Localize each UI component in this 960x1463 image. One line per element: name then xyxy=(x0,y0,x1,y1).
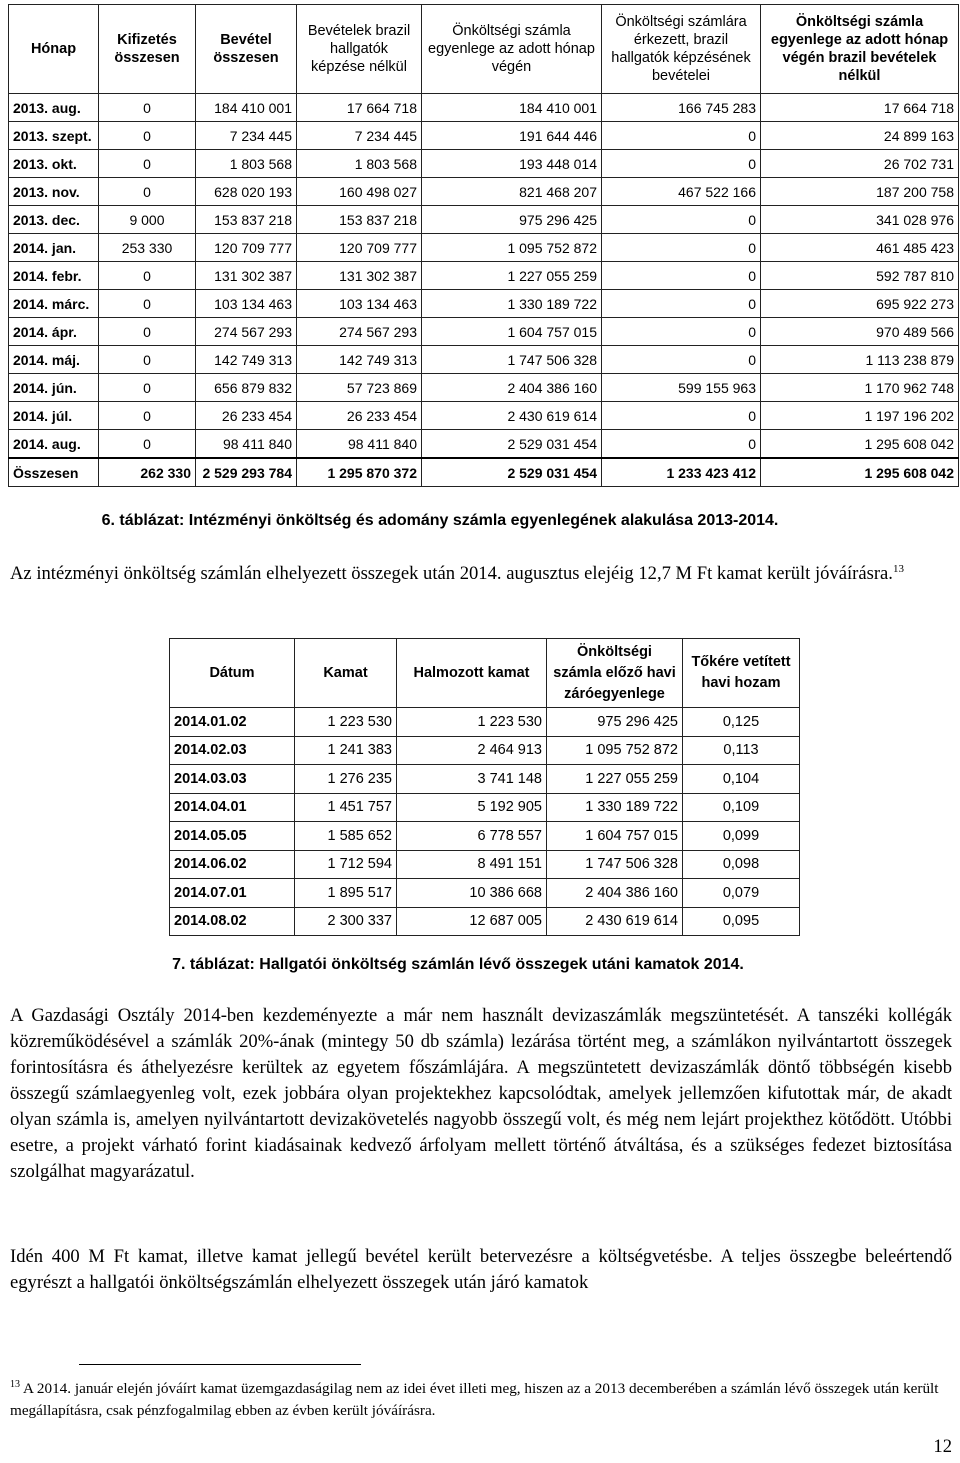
table-cell: 0 xyxy=(99,290,196,318)
table-cell: 98 411 840 xyxy=(297,430,422,459)
table-cell: 1 604 757 015 xyxy=(422,318,602,346)
table-cell: 0,104 xyxy=(683,765,800,794)
table-cell: 0 xyxy=(602,290,761,318)
footnote-number: 13 xyxy=(10,1378,20,1390)
table-cell: 17 664 718 xyxy=(297,94,422,122)
table-cell: 184 410 001 xyxy=(422,94,602,122)
table-cell: 12 687 005 xyxy=(397,907,547,936)
table-cell: 0 xyxy=(602,234,761,262)
table-cell: 6 778 557 xyxy=(397,822,547,851)
table-7-caption: 7. táblázat: Hallgatói önköltség számlán lévő összegek utáni kamatok 2014. xyxy=(172,956,744,973)
table-cell: 2014. márc. xyxy=(9,290,99,318)
table-6 xyxy=(8,4,959,487)
table-cell: 26 233 454 xyxy=(196,402,297,430)
table-cell: 1 113 238 879 xyxy=(761,346,959,374)
table-cell: 0 xyxy=(99,374,196,402)
table-cell: 253 330 xyxy=(99,234,196,262)
table-cell: 153 837 218 xyxy=(297,206,422,234)
table-cell: 1 451 757 xyxy=(295,793,397,822)
table-6-header-row xyxy=(9,5,959,94)
table-cell: 1 170 962 748 xyxy=(761,374,959,402)
table-cell: 0,109 xyxy=(683,793,800,822)
t7-header-date: Dátum xyxy=(170,639,295,708)
table-cell: 142 749 313 xyxy=(196,346,297,374)
table-row xyxy=(9,178,959,206)
table-cell: 1 241 383 xyxy=(295,736,397,765)
table-cell: 695 922 273 xyxy=(761,290,959,318)
table-cell: 1 803 568 xyxy=(196,150,297,178)
table-cell: 131 302 387 xyxy=(297,262,422,290)
table-cell: 2014. júl. xyxy=(9,402,99,430)
table-cell: 2014. máj. xyxy=(9,346,99,374)
table-cell: 8 491 151 xyxy=(397,850,547,879)
table-cell: 0 xyxy=(99,150,196,178)
table-7-header-row xyxy=(170,639,800,708)
t6-header-revenue-without-brazil: Bevételek brazil hallgatók képzése nélkül xyxy=(297,5,422,94)
table-cell: 193 448 014 xyxy=(422,150,602,178)
table-cell: 1 330 189 722 xyxy=(422,290,602,318)
table-cell: 1 233 423 412 xyxy=(602,458,761,487)
table-row xyxy=(9,122,959,150)
table-cell: 467 522 166 xyxy=(602,178,761,206)
table-cell: 461 485 423 xyxy=(761,234,959,262)
table-cell: 656 879 832 xyxy=(196,374,297,402)
table-cell: 103 134 463 xyxy=(196,290,297,318)
t7-header-monthly-yield: Tőkére vetített havi hozam xyxy=(683,639,800,708)
t7-header-interest: Kamat xyxy=(295,639,397,708)
table-cell: 1 295 608 042 xyxy=(761,458,959,487)
table-row xyxy=(9,234,959,262)
footnote-divider xyxy=(79,1364,361,1365)
t7-header-cumulative-interest: Halmozott kamat xyxy=(397,639,547,708)
table-cell: 0 xyxy=(602,430,761,459)
table-row xyxy=(170,822,800,851)
table-cell: 1 223 530 xyxy=(295,708,397,737)
table-cell: 975 296 425 xyxy=(422,206,602,234)
table-cell: 1 895 517 xyxy=(295,879,397,908)
table-cell: 120 709 777 xyxy=(196,234,297,262)
table-cell: 131 302 387 xyxy=(196,262,297,290)
table-cell: 2013. szept. xyxy=(9,122,99,150)
t7-header-previous-balance: Önköltségi számla előző havi záróegyenlege xyxy=(547,639,683,708)
table-cell: 1 223 530 xyxy=(397,708,547,737)
table-cell: 2014.06.02 xyxy=(170,850,295,879)
table-row xyxy=(9,318,959,346)
t6-header-month: Hónap xyxy=(9,5,99,94)
table-cell: 9 000 xyxy=(99,206,196,234)
table-cell: 1 604 757 015 xyxy=(547,822,683,851)
table-row xyxy=(170,907,800,936)
table-cell: 3 741 148 xyxy=(397,765,547,794)
table-cell: 103 134 463 xyxy=(297,290,422,318)
table-cell: 2 529 031 454 xyxy=(422,458,602,487)
table-cell: 0 xyxy=(99,262,196,290)
table-cell: 98 411 840 xyxy=(196,430,297,459)
table-cell: 0,098 xyxy=(683,850,800,879)
table-cell: 0 xyxy=(99,402,196,430)
table-cell: 0 xyxy=(99,122,196,150)
table-row xyxy=(170,708,800,737)
table-row xyxy=(9,262,959,290)
table-cell: 191 644 446 xyxy=(422,122,602,150)
table-row xyxy=(9,290,959,318)
table-cell: 1 585 652 xyxy=(295,822,397,851)
t6-header-balance-without-brazil: Önköltségi számla egyenlege az adott hónap végén brazil bevételek nélkül xyxy=(761,5,959,94)
table-row xyxy=(170,879,800,908)
table-cell: 2 529 031 454 xyxy=(422,430,602,459)
table-cell: 2 300 337 xyxy=(295,907,397,936)
table-cell: 26 233 454 xyxy=(297,402,422,430)
table-cell: 2013. dec. xyxy=(9,206,99,234)
table-cell: 2014. ápr. xyxy=(9,318,99,346)
table-row xyxy=(170,793,800,822)
table-cell: 970 489 566 xyxy=(761,318,959,346)
table-row xyxy=(9,430,959,459)
table-cell: 341 028 976 xyxy=(761,206,959,234)
footnote-ref-13[interactable]: 13 xyxy=(892,562,904,575)
table-cell: 1 803 568 xyxy=(297,150,422,178)
table-cell: 0 xyxy=(602,402,761,430)
table-cell: 274 567 293 xyxy=(196,318,297,346)
table-cell: 120 709 777 xyxy=(297,234,422,262)
table-row xyxy=(9,374,959,402)
table-cell: 1 295 608 042 xyxy=(761,430,959,459)
table-cell: 7 234 445 xyxy=(196,122,297,150)
table-cell: 7 234 445 xyxy=(297,122,422,150)
table-cell: 274 567 293 xyxy=(297,318,422,346)
table-cell: 0 xyxy=(602,122,761,150)
table-cell: 142 749 313 xyxy=(297,346,422,374)
t6-header-balance: Önköltségi számla egyenlege az adott hónap végén xyxy=(422,5,602,94)
table-cell: 2 464 913 xyxy=(397,736,547,765)
table-cell: 0 xyxy=(99,430,196,459)
table-cell: 1 095 752 872 xyxy=(422,234,602,262)
table-cell: 2 430 619 614 xyxy=(547,907,683,936)
table-cell: 0,099 xyxy=(683,822,800,851)
table-cell: 2014.05.05 xyxy=(170,822,295,851)
table-7 xyxy=(169,638,800,936)
table-cell: 0,125 xyxy=(683,708,800,737)
table-cell: 1 227 055 259 xyxy=(422,262,602,290)
table-cell: 26 702 731 xyxy=(761,150,959,178)
table-cell: 1 276 235 xyxy=(295,765,397,794)
table-cell: 2013. okt. xyxy=(9,150,99,178)
paragraph-interest-budget: Idén 400 M Ft kamat, illetve kamat jellegű bevétel került betervezésre a költségvetésbe. A teljes összegbe beleértendő egyrészt a hallgatói önköltségszámlán elhelyezett összegek után járó kamatok xyxy=(10,1246,952,1293)
paragraph-interest-credit-text: Az intézményi önköltség számlán elhelyezett összegek után 2014. augusztus elejéig 12,7 M Ft kamat került jóváírásra. xyxy=(10,563,893,584)
table-cell: 628 020 193 xyxy=(196,178,297,206)
table-cell: 2014.04.01 xyxy=(170,793,295,822)
table-cell: 592 787 810 xyxy=(761,262,959,290)
table-cell: 821 468 207 xyxy=(422,178,602,206)
table-row xyxy=(170,850,800,879)
table-cell: 2014.07.01 xyxy=(170,879,295,908)
table-cell: 1 197 196 202 xyxy=(761,402,959,430)
table-cell: 0 xyxy=(99,318,196,346)
table-cell: 2014. febr. xyxy=(9,262,99,290)
table-row xyxy=(170,765,800,794)
table-cell: 1 747 506 328 xyxy=(422,346,602,374)
table-row xyxy=(9,346,959,374)
table-cell: 2014. jan. xyxy=(9,234,99,262)
table-cell: 0 xyxy=(99,178,196,206)
table-cell: 2014. jún. xyxy=(9,374,99,402)
table-cell: 2014.08.02 xyxy=(170,907,295,936)
table-row xyxy=(9,94,959,122)
table-cell: 0 xyxy=(602,206,761,234)
table-cell: 0 xyxy=(602,150,761,178)
table-cell: 2 430 619 614 xyxy=(422,402,602,430)
table-cell: 2 404 386 160 xyxy=(547,879,683,908)
t6-header-brazil-revenue: Önköltségi számlára érkezett, brazil hallgatók képzésének bevételei xyxy=(602,5,761,94)
page-number: 12 xyxy=(933,1436,952,1457)
table-cell: 1 712 594 xyxy=(295,850,397,879)
table-cell: 1 227 055 259 xyxy=(547,765,683,794)
table-cell: 2014.01.02 xyxy=(170,708,295,737)
table-cell: 17 664 718 xyxy=(761,94,959,122)
table-cell: 2014. aug. xyxy=(9,430,99,459)
table-cell: 160 498 027 xyxy=(297,178,422,206)
table-cell: 0 xyxy=(99,346,196,374)
paragraph-foreign-accounts: A Gazdasági Osztály 2014-ben kezdeményezte a már nem használt devizaszámlák megszüntetését. A tanszéki kollégák közreműködésével a számlák 20%-ának (mintegy 50 db számla) lezárása történt meg, a számlákon nyilvántartott összegek forintosításra és áthelyezésre kerültek az egyetem főszámlájára. A megszüntetett devizaszámlák döntő többségén kisebb összegű számlaegyenleg volt, ezek jobbára olyan projektekhez kapcsolódtak, amelyek jellemzően kifutottak már, de akadt olyan számla is, amelyen nyilvántartott devizakövetelés nagyobb összegű volt, és még nem lejárt projekthez kötődött. Utóbbi esetre, a projekt várható forint kiadásainak kedvező árfolyam mellett történő átváltása, és a szükséges fedezet biztosítása szolgálhat magyarázatul. xyxy=(10,1005,952,1182)
t6-header-revenue: Bevétel összesen xyxy=(196,5,297,94)
table-row xyxy=(9,150,959,178)
table-6-total-row xyxy=(9,458,959,487)
table-row xyxy=(9,402,959,430)
table-cell: 1 095 752 872 xyxy=(547,736,683,765)
table-cell: 0 xyxy=(99,94,196,122)
table-cell: 2013. aug. xyxy=(9,94,99,122)
table-cell: 0 xyxy=(602,318,761,346)
table-cell: 5 192 905 xyxy=(397,793,547,822)
table-cell: 24 899 163 xyxy=(761,122,959,150)
table-cell: 1 295 870 372 xyxy=(297,458,422,487)
table-cell: 2 404 386 160 xyxy=(422,374,602,402)
table-cell: 184 410 001 xyxy=(196,94,297,122)
table-cell: 0,095 xyxy=(683,907,800,936)
table-cell: 0 xyxy=(602,346,761,374)
table-cell: 0 xyxy=(602,262,761,290)
table-cell: Összesen xyxy=(9,458,99,487)
table-cell: 2014.03.03 xyxy=(170,765,295,794)
table-cell: 0,113 xyxy=(683,736,800,765)
table-cell: 0,079 xyxy=(683,879,800,908)
table-cell: 1 330 189 722 xyxy=(547,793,683,822)
table-6-caption: 6. táblázat: Intézményi önköltség és adomány számla egyenlegének alakulása 2013-2014. xyxy=(101,512,779,529)
table-cell: 57 723 869 xyxy=(297,374,422,402)
table-cell: 10 386 668 xyxy=(397,879,547,908)
table-row xyxy=(9,206,959,234)
table-cell: 166 745 283 xyxy=(602,94,761,122)
t6-header-payments: Kifizetés összesen xyxy=(99,5,196,94)
table-cell: 187 200 758 xyxy=(761,178,959,206)
table-cell: 153 837 218 xyxy=(196,206,297,234)
paragraph-interest-credit xyxy=(10,561,952,587)
table-cell: 2014.02.03 xyxy=(170,736,295,765)
footnote xyxy=(10,1378,952,1422)
footnote-text: A 2014. január elején jóváírt kamat üzemgazdaságilag nem az idei évet illeti meg, hiszen az a 2013 decemberében a számlán lévő összegek után került megállapításra, csak pénzfogalmilag ebben az évben került jóváírásra. xyxy=(10,1380,939,1419)
table-cell: 599 155 963 xyxy=(602,374,761,402)
table-cell: 2013. nov. xyxy=(9,178,99,206)
table-cell: 262 330 xyxy=(99,458,196,487)
table-cell: 1 747 506 328 xyxy=(547,850,683,879)
table-cell: 2 529 293 784 xyxy=(196,458,297,487)
table-cell: 975 296 425 xyxy=(547,708,683,737)
table-row xyxy=(170,736,800,765)
